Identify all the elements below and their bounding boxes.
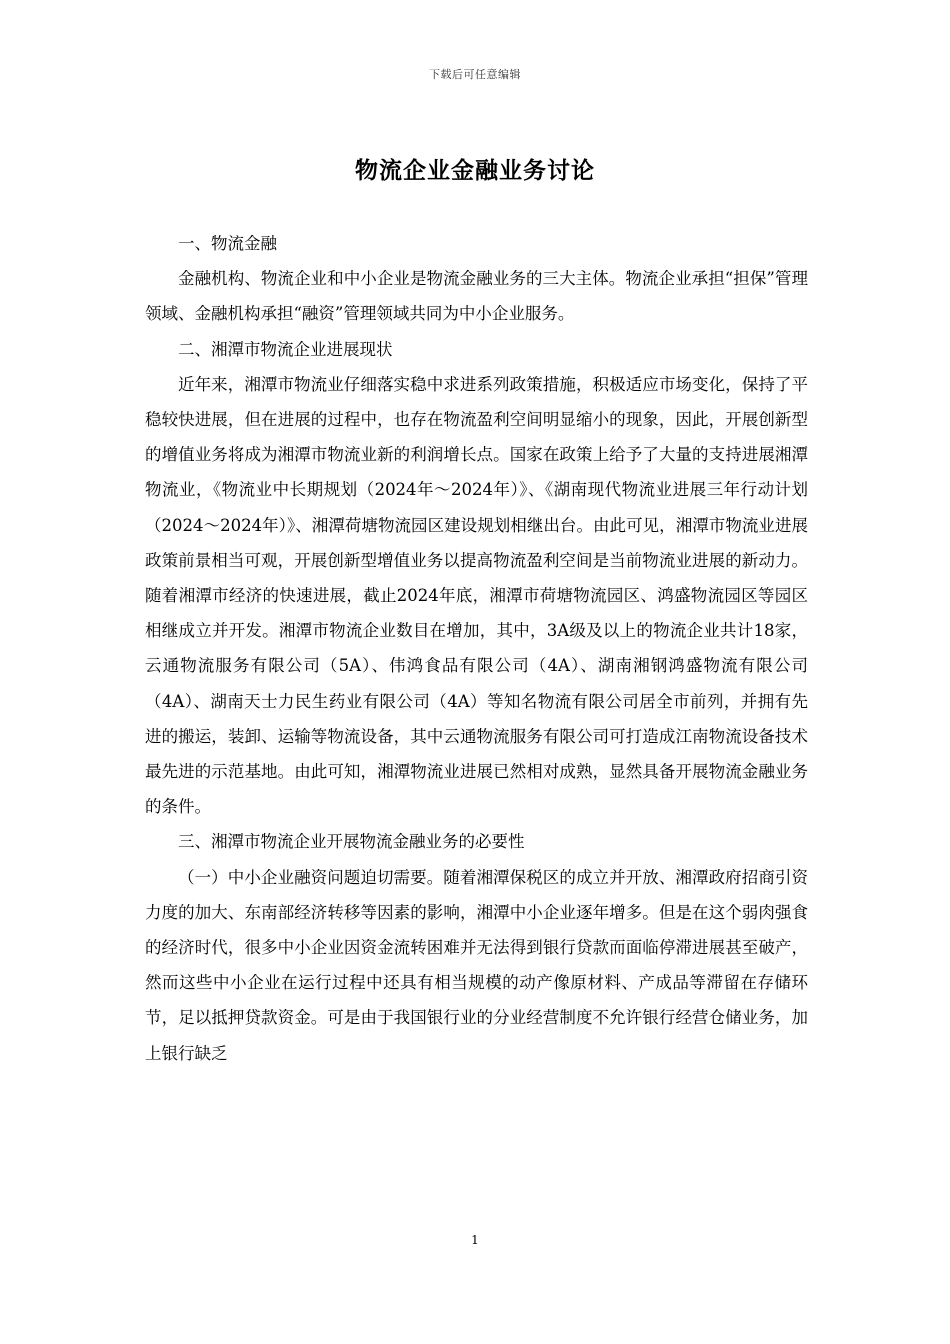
page-number: 1: [471, 1233, 479, 1247]
document-body: [145, 226, 808, 1071]
body-paragraph: （一）中小企业融资问题迫切需要。随着湘潭保税区的成立并开放、湘潭政府招商引资力度的加大、东南部经济转移等因素的影响，湘潭中小企业逐年增多。但是在这个弱肉强食的经济时代，很多中小企业因资金流转困难并无法得到银行贷款而面临停滞进展甚至破产，然而这些中小企业在运行过程中还具有相当规模的动产像原材料、产成品等滞留在存储环节，足以抵押贷款资金。可是由于我国银行业的分业经营制度不允许银行经营仓储业务，加上银行缺乏: [145, 867, 808, 1063]
page-header: 下载后可任意编辑: [429, 68, 521, 81]
section-heading-necessity: 三、湘潭市物流企业开展物流金融业务的必要性: [178, 832, 525, 852]
body-paragraph: 近年来，湘潭市物流业仔细落实稳中求进系列政策措施，积极适应市场变化，保持了平稳较快进展，但在进展的过程中，也存在物流盈利空间明显缩小的现象，因此，开展创新型的增值业务将成为湘潭市物流业新的利润增长点。国家在政策上给予了大量的支持进展湘潭物流业，《物流业中长期规划（2024年～2024年）》、《湖南现代物流业进展三年行动计划（2024～2024年）》、湘潭荷塘物流园区建设规划相继出台。由此可见，湘潭市物流业进展政策前景相当可观，开展创新型增值业务以提高物流盈利空间是当前物流业进展的新动力。随着湘潭市经济的快速进展，截止2024年底，湘潭市荷塘物流园区、鸿盛物流园区等园区相继成立并开发。湘潭市物流企业数目在增加，其中，3A级及以上的物流企业共计18家，云通物流服务有限公司（5A）、伟鸿食品有限公司（4A）、湖南湘钢鸿盛物流有限公司（4A）、湖南天士力民生药业有限公司（4A）等知名物流有限公司居全市前列，并拥有先进的搬运，装卸、运输等物流设备，其中云通物流服务有限公司可打造成江南物流设备技术最先进的示范基地。由此可知，湘潭物流业进展已然相对成熟，显然具备开展物流金融业务的条件。: [145, 374, 808, 817]
section-heading-development-status: 二、湘潭市物流企业进展现状: [178, 339, 393, 359]
section-heading-logistics-finance: 一、物流金融: [178, 234, 277, 253]
body-paragraph: 金融机构、物流企业和中小企业是物流金融业务的三大主体。物流企业承担“担保”管理领域、金融机构承担“融资”管理领域共同为中小企业服务。: [145, 269, 808, 324]
document-title: 物流企业金融业务讨论: [355, 157, 595, 184]
